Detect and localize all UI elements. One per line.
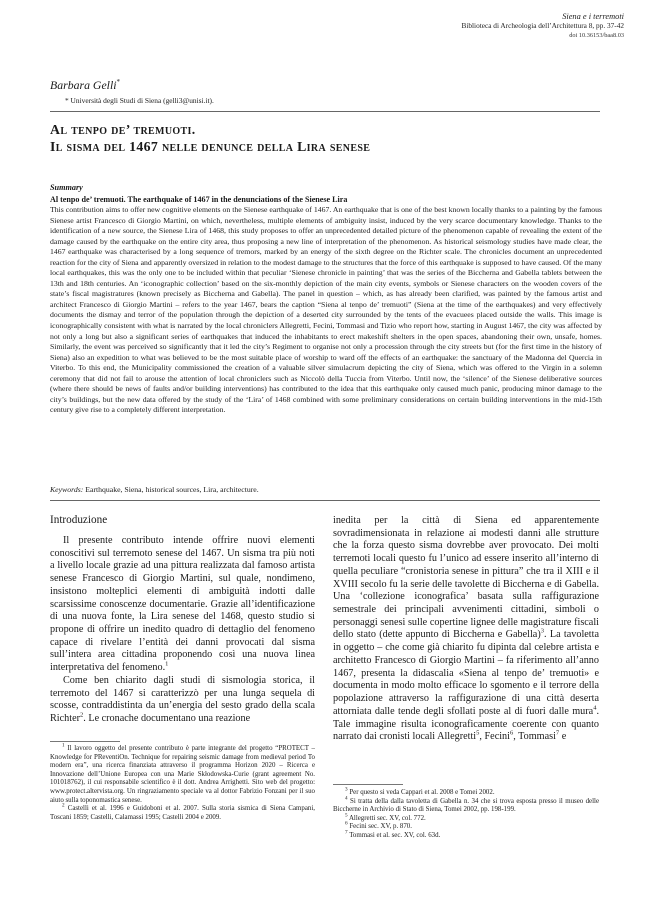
- author-affiliation: * Università degli Studi di Siena (gelli3@unisi.it).: [65, 96, 214, 105]
- paragraph: Come ben chiarito dagli studi di sismologia storica, il terremoto del 1467 si caratterizzò per una lunga sequela di scosse, contraddistinta da un’energia del sesto grado della scala Richter$^2$. Le cronache documentano una reazione: [50, 674, 315, 725]
- footnote-ref[interactable]: 5: [476, 729, 480, 737]
- summary-text: This contribution aims to offer new cognitive elements on the Sienese earthquake of 1467. An earthquake that is one of the best known locally thanks to a painting by the famous Sienese artist Francesco di Giorgio Martini, on which, nevertheless, multiple elements of ambiguity insist, induced by the very scarce documentary knowledge. Thanks to the identification of a new source, the Sienese Lira of 1468, this study proposes to offer an unprecedented detailed picture of the phenomenon capable of revealing the extent of the damage caused by the earthquake on the entire city area, thus proposing a new line of interpretation of the phenomenon. As historical seismology studies have made clear, the 1467 earthquake was characterised by a long sequence of tremors, marked by an energy of the sixth degree on the Richter scale. The chronicles document an unprecedented reaction for the city of Siena and apparently oversized in relation to the modest damage to the structures that the force of this earthquake is supposed to have caused. Of the many local earthquakes, this was the only one to be included within that peculiar ‘Sienese chronicle in painting’ that was the series of the Biccherna and Gabella tablets between the 13th and 18th centuries. An ‘iconographic collection’ based on the six-monthly depiction of the main city events, symbols or Sienese characters on the wooden covers of the state’s fiscal magistratures (known precisely as Biccherna and Gabella). The panel in question – which, as has already been clarified, was painted by the famous artist and architect Francesco di Giorgio Martini – refers to the year 1467, bears the caption “Siena al tenpo de’ tremuoti” (Siena at the time of the earthquakes) and very effectively documents the dismay and terror of the population through the depiction of a deserted city surrounded by the tents of the evacuees placed outside the walls. This image is iconographically consistent with what is narrated by the local chroniclers Allegretti, Fecini, Tommasi and Tizio who report how, starting in August 1467, the city was affected by not only a long but also a significant series of earthquakes that induced the inhabitants to erect makeshift shelters in the open spaces, abandoning their own, unsafe, homes. Similarly, the event was perceived so significantly that it led the city’s Regiment to organise not only a procession through the city streets but (for the first time in the history of Siena) also an expedition to what was believed to be the most suitable place of worship to ward off the effects of an earthquake: the sanctuary of the Madonna del Quercia in Viterbo. To this end, the Municipality commissioned the creation of a valuable silver simulacrum depicting the city of Siena, which was offered to the Virgin in a solemn ceremony that did not fail to arouse the attention of local chroniclers such as Niccolò della Tuccia from Viterbo. Until now, the ‘silence’ of the Sienese deliberative sources (where there should be news of faults and/or building interventions) has contributed to the idea that this earthquake only caused much panic, producing minor damage to the city’s buildings, but the new data offered by the study of the ‘Lira’ of 1468 combined with some preliminary considerations on certain building interventions in the mid-15th century give rise to a completely different interpretation.: [50, 205, 602, 415]
- footnote-rule: [333, 784, 403, 785]
- title-line-2: Il sisma del 1467 nelle denunce della Lira senese: [50, 138, 371, 154]
- keywords: [50, 485, 259, 494]
- article-title: [50, 122, 370, 155]
- paragraph: Il presente contributo intende offrire nuovi elementi conoscitivi sul terremoto senese del 1467. Un sisma tra più noti a livello locale grazie ad una pittura realizzata dal famoso artista senese Francesco di Giorgio Martini, sul quale, nondimeno, insistono molteplici elementi di ambiguità indotti dalle scarsissime conoscenze documentarie. Grazie all’identificazione di una nuova fonte, la Lira senese del 1468, questo studio si propone di offrire un inedito quadro di dettaglio del fenomeno capace di rivelare l’entità dei danni provocati dal sisma sull’intera area cittadina proponendo così una nuova linea interpretativa del fenomeno.$^1$: [50, 535, 315, 674]
- footnotes-left: [50, 742, 315, 822]
- keywords-list: Earthquake, Siena, historical sources, Lira, architecture.: [85, 485, 259, 494]
- footnotes-right: [333, 786, 599, 841]
- divider-rule: [50, 111, 600, 112]
- footnote-ref[interactable]: 3: [540, 628, 544, 636]
- footnote: $^5$ Allegretti sec. XV, col. 772.: [345, 812, 426, 822]
- footnote-ref[interactable]: 6: [509, 729, 514, 737]
- footnote: $^2$ Castelli et al. 1996 e Guidoboni et al. 2007. Sulla storia sismica di Siena Campani, Toscani 1859; Castelli, Calamassi 1995; Castelli 2004 e 2009.: [50, 802, 315, 821]
- divider-rule: [50, 500, 600, 501]
- footnote: $^1$ Il lavoro oggetto del presente contributo è parte integrante del progetto “PROTECT – Knowledge for PReventiOn. Technique for repairing seismic damage from medieval period To modern era”, una ricerca finanziata attraverso il programma Horizon 2020 – Ricerca e Innovazione dell’Unione Europea con una Marie Skłodowska-Curie (grant agreement No. 101018762), il cui responsabile scientifico è il dott. Andrea Arrighetti. Sito web del progetto: www.protect.altervista.org. Un ringraziamento speciale va al dottor Fabrizio Fonzani per il suo aiuto sulla toponomastica senese.: [50, 742, 315, 804]
- running-header: [461, 12, 624, 40]
- footnote-rule: [50, 741, 120, 742]
- footnote: $^4$ Si tratta della dalla tavoletta di Gabella n. 34 che si trova esposta presso il museo delle Biccherne in Archivio di Stato di Siena, Tomei 2002, pp. 198-199.: [333, 795, 599, 814]
- series-title: Siena e i terremoti: [562, 12, 624, 21]
- footnote-ref[interactable]: 1: [165, 660, 169, 668]
- footnote: $^3$ Per questo si veda Cappari et al. 2008 e Tomei 2002.: [345, 786, 495, 796]
- author-mark: *: [116, 78, 121, 87]
- footnote: $^7$ Tommasi et al. sec. XV, col. 63d.: [345, 829, 441, 839]
- footnote-ref[interactable]: 2: [80, 711, 84, 719]
- publication-info: Biblioteca di Archeologia dell’Architettura 8, pp. 37-42: [461, 21, 624, 31]
- right-column: [333, 515, 599, 744]
- footnote-ref[interactable]: 7: [555, 729, 560, 737]
- footnote-ref[interactable]: 4: [593, 704, 597, 712]
- keywords-label: Keywords:: [50, 485, 84, 494]
- footnote: $^6$ Fecini sec. XV, p. 870.: [345, 821, 412, 831]
- summary-subtitle: Al tenpo de’ tremuoti. The earthquake of 1467 in the denunciations of the Sienese Lira: [50, 195, 348, 204]
- paragraph: inedita per la città di Siena ed apparentemente sovradimensionata in relazione ai modesti danni alle strutture che la forza questo sisma dovrebbe aver provocato. Dei molti terremoti locali questo fu l’unico ad essere inserito all’interno di quella peculiare “cronistoria senese in pittura” che tra il XIII e il XVIII secolo fu la serie delle tavolette di Biccherna e di Gabella. Una ‘collezione iconografica’ basata sulla raffigurazione semestrale dei principali avvenimenti cittadini, simboli o personaggi senesi sulle copertine lignee delle magistrature fiscali dello stato (dette appunto di Biccherna e Gabella)$^3$. La tavoletta in oggetto – che come già chiarito fu dipinta dal celebre artista e architetto Francesco di Giorgio Martini – fa riferimento all’anno 1467, presenta la didascalia «Siena al tenpo de’ tremuoti» e documenta in modo molto efficace lo sgomento e il terrore della popolazione attraverso la raffigurazione di una città deserta attorniata dalle tende degli sfollati poste al di fuori dalle mura$^4$. Tale immagine risulta iconograficamente coerente con quanto narrato dai cronisti locali Allegretti$^5$, Fecini$^6$, Tommasi$^7$ e: [333, 515, 599, 743]
- left-column: [50, 535, 315, 726]
- summary-heading: Summary: [50, 183, 83, 192]
- doi: doi 10.36153/baa8.03: [569, 31, 624, 39]
- section-heading: Introduzione: [50, 514, 108, 526]
- author-name: Barbara Gelli*: [50, 78, 121, 92]
- title-line-1: Al tenpo de’ tremuoti.: [50, 122, 196, 137]
